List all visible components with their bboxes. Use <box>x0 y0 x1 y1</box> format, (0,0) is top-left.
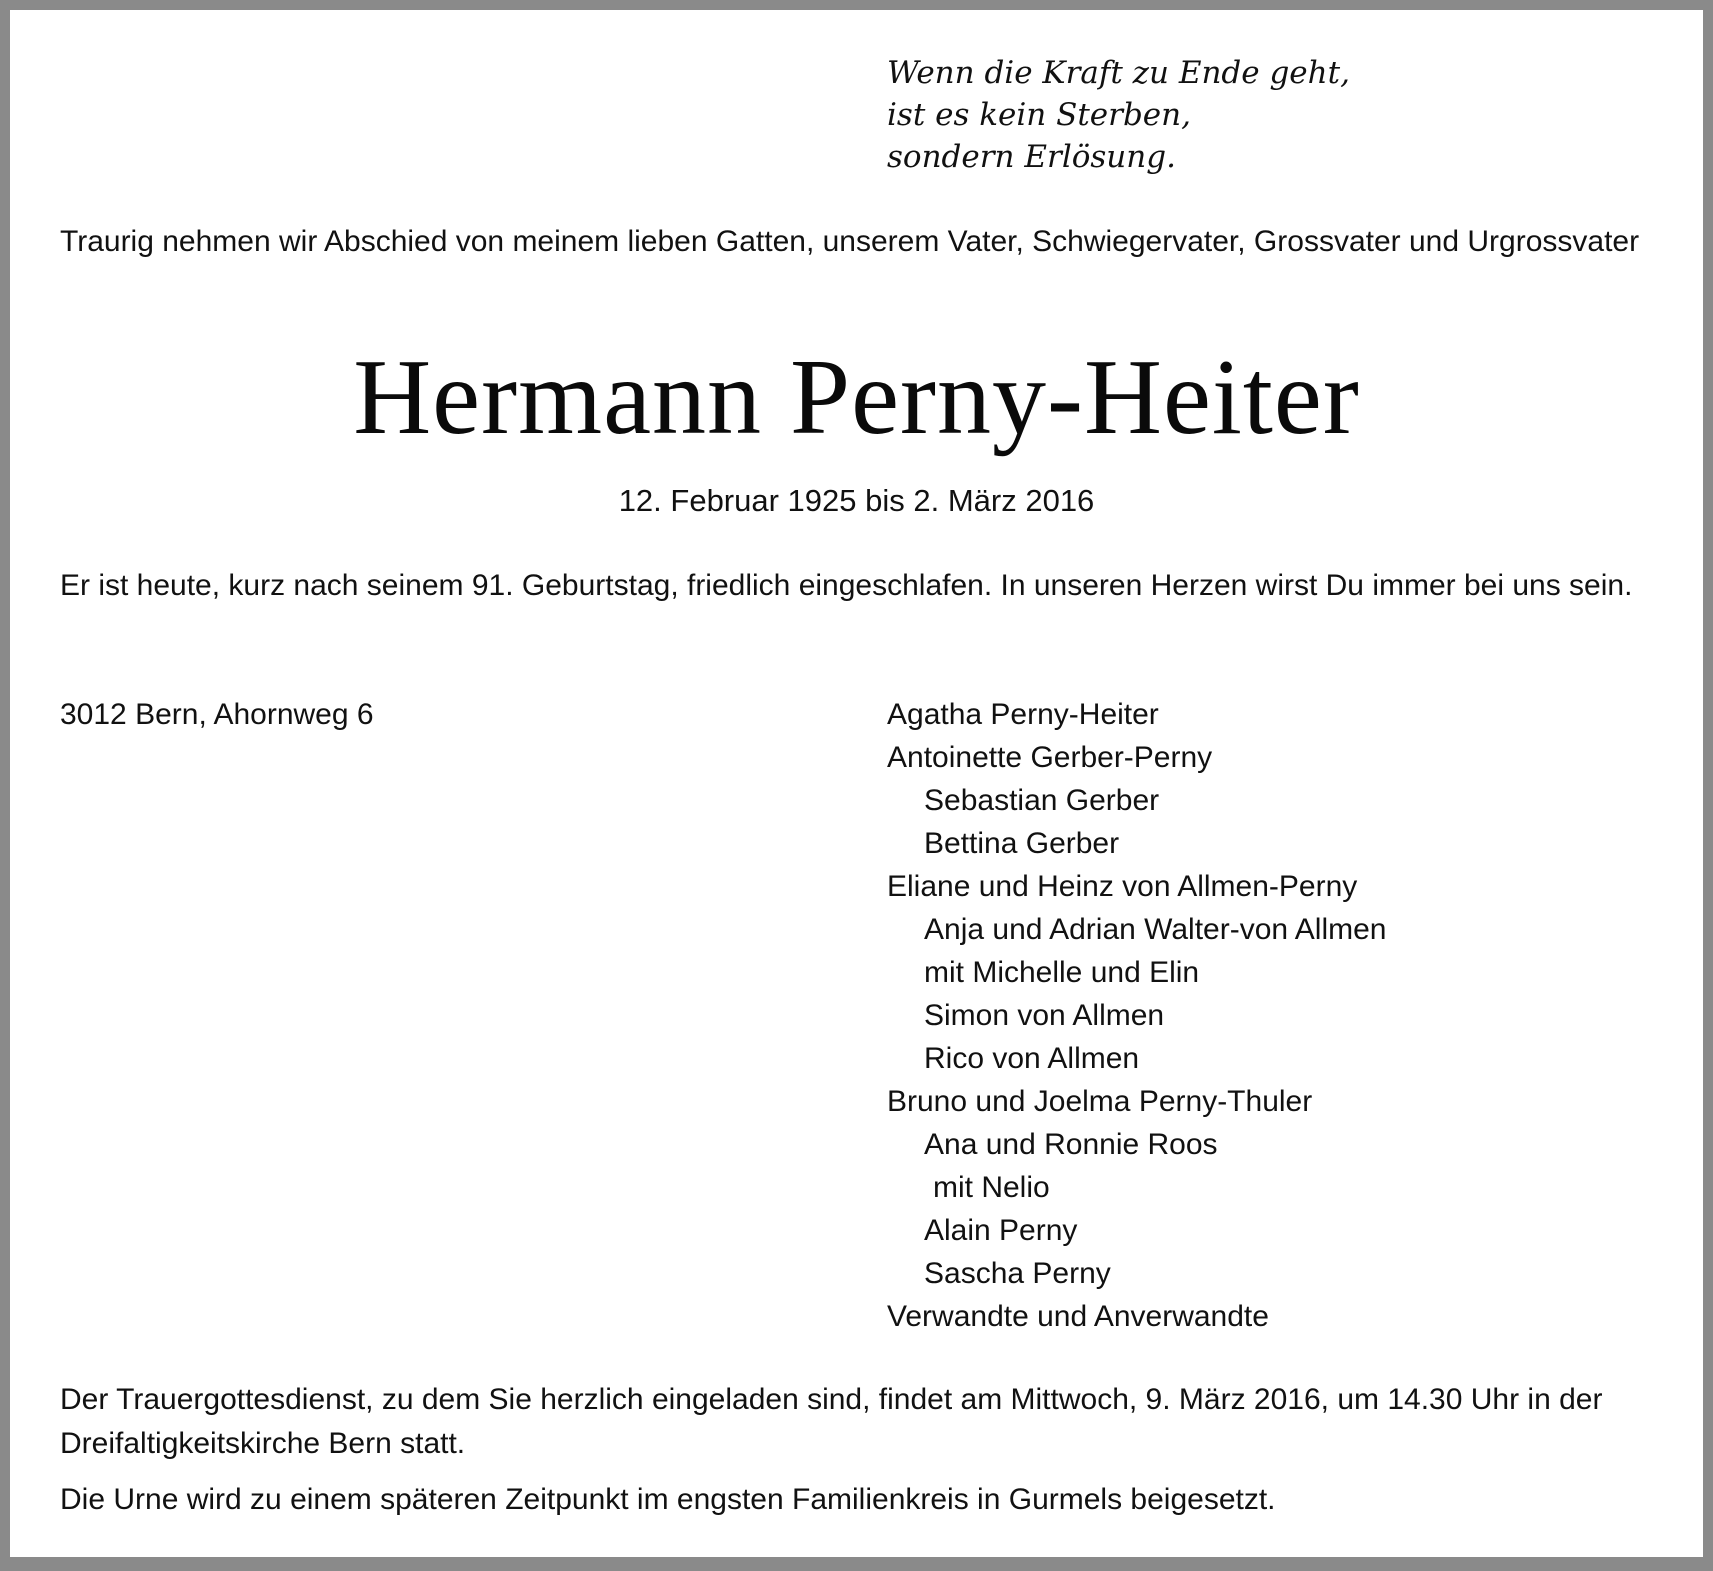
mourner-name: Sascha Perny <box>924 1257 1111 1290</box>
mourner-name: Bruno und Joelma Perny-Thuler <box>887 1085 1313 1118</box>
service-info: Der Trauergottesdienst, zu dem Sie herzlich eingeladen sind, findet am Mittwoch, 9. März 2016, um 14.30 Uhr in der Dreifaltigkeitskirche Bern statt. <box>60 1383 1603 1460</box>
mourner-name: Sebastian Gerber <box>924 784 1160 817</box>
address: 3012 Bern, Ahornweg 6 <box>60 698 374 731</box>
mourner-name: Anja und Adrian Walter-von Allmen <box>924 913 1387 946</box>
mourner-name: Bettina Gerber <box>924 827 1120 860</box>
mourner-name: Alain Perny <box>924 1214 1078 1247</box>
mourner-name: Ana und Ronnie Roos <box>924 1128 1218 1161</box>
urn-info: Die Urne wird zu einem späteren Zeitpunkt im engsten Familienkreis in Gurmels beigesetzt. <box>60 1483 1276 1516</box>
obituary-notice <box>60 0 1652 1571</box>
mourner-name: Verwandte und Anverwandte <box>887 1300 1269 1333</box>
mourner-name: Simon von Allmen <box>924 999 1165 1032</box>
remembrance-text: Er ist heute, kurz nach seinem 91. Geburtstag, friedlich eingeschlafen. In unseren Herzen wirst Du immer bei uns sein. <box>60 569 1633 602</box>
mourner-name: mit Nelio <box>933 1171 1050 1204</box>
life-dates: 12. Februar 1925 bis 2. März 2016 <box>618 483 1095 518</box>
deceased-name: Hermann Perny-Heiter <box>353 338 1360 457</box>
motto-line: sondern Erlösung. <box>887 139 1176 175</box>
mourner-name: Antoinette Gerber-Perny <box>887 741 1213 774</box>
intro-text: Traurig nehmen wir Abschied von meinem lieben Gatten, unserem Vater, Schwiegervater, Grossvater und Urgrossvater <box>60 225 1640 258</box>
motto-quote <box>887 52 1350 178</box>
motto-line: ist es kein Sterben, <box>887 97 1191 133</box>
mourner-name: Agatha Perny-Heiter <box>887 698 1159 731</box>
mourner-name: mit Michelle und Elin <box>924 956 1200 989</box>
motto-line: Wenn die Kraft zu Ende geht, <box>887 55 1350 91</box>
mourners-list <box>887 693 1386 1338</box>
mourner-name: Rico von Allmen <box>924 1042 1140 1075</box>
mourner-name: Eliane und Heinz von Allmen-Perny <box>887 870 1358 903</box>
